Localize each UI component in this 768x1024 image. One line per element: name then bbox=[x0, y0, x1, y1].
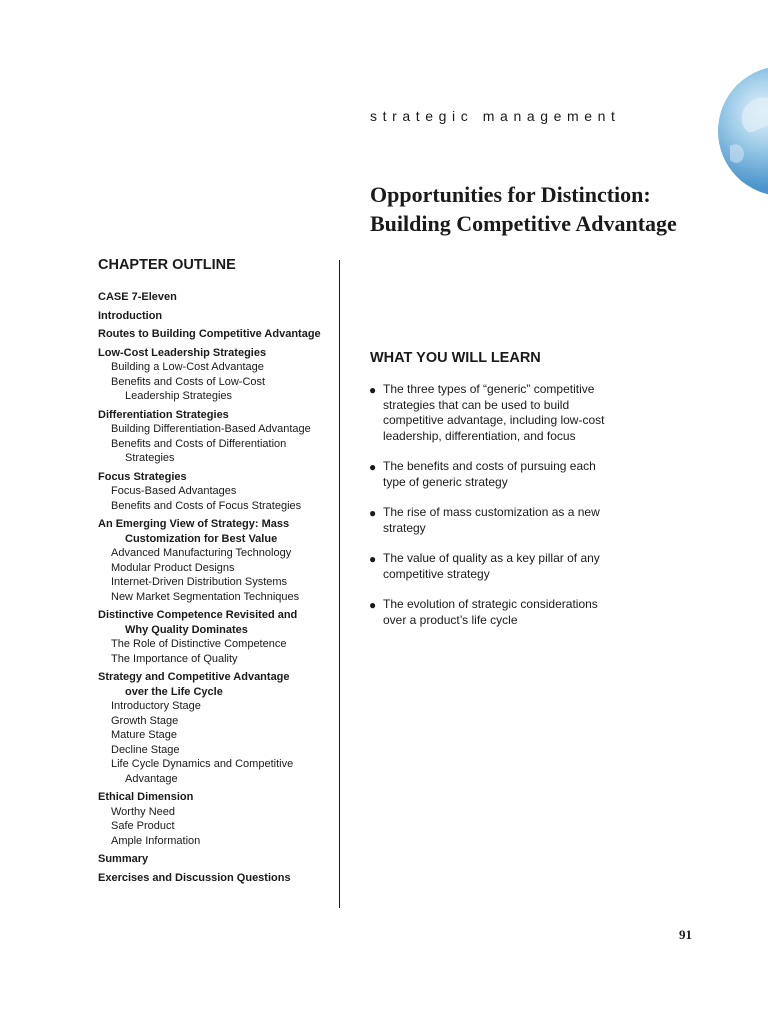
outline-item bbox=[98, 714, 334, 729]
outline-item-continuation: Customization for Best Value bbox=[125, 532, 278, 545]
outline-item-text: Building Differentiation-Based Advantage bbox=[111, 423, 311, 435]
outline-item bbox=[98, 422, 334, 437]
outline-item-text: Introduction bbox=[98, 309, 163, 322]
outline-item-text: Routes to Building Competitive Advantage bbox=[98, 328, 321, 340]
outline-item bbox=[98, 470, 334, 485]
outline-item bbox=[98, 699, 334, 714]
learning-objective-item bbox=[370, 551, 610, 582]
outline-item bbox=[98, 805, 334, 820]
outline-item-text: Building a Low-Cost Advantage bbox=[111, 361, 264, 373]
outline-item-text: Focus-Based Advantages bbox=[111, 485, 237, 497]
outline-item-text: An Emerging View of Strategy: Mass bbox=[98, 518, 290, 530]
outline-item bbox=[98, 309, 334, 324]
outline-item-continuation: Advantage bbox=[125, 772, 178, 785]
bullet-icon: ● bbox=[369, 552, 377, 566]
outline-item-text: Distinctive Competence Revisited and bbox=[98, 609, 298, 621]
bullet-icon: ● bbox=[369, 598, 377, 612]
outline-item-text: The Importance of Quality bbox=[111, 652, 238, 665]
chapter-outline-list bbox=[98, 290, 334, 885]
outline-item-text: Modular Product Designs bbox=[111, 561, 235, 574]
learning-objective-item bbox=[370, 382, 610, 444]
outline-item-text: Mature Stage bbox=[111, 729, 178, 741]
learning-objective-text: The value of quality as a key pillar of any competitive strategy bbox=[383, 551, 600, 581]
outline-item bbox=[98, 834, 334, 849]
outline-item-text: Exercises and Discussion Questions bbox=[98, 871, 291, 884]
series-label: strategic management bbox=[370, 108, 621, 124]
outline-item-text: New Market Segmentation Techniques bbox=[111, 590, 300, 603]
outline-item-text: Low-Cost Leadership Strategies bbox=[98, 346, 267, 359]
outline-item bbox=[98, 346, 334, 361]
outline-item bbox=[98, 437, 334, 466]
outline-item bbox=[98, 561, 334, 576]
outline-item bbox=[98, 743, 334, 758]
outline-item bbox=[98, 670, 334, 699]
learning-objectives-heading: WHAT YOU WILL LEARN bbox=[370, 350, 541, 366]
outline-item bbox=[98, 608, 334, 637]
bullet-icon: ● bbox=[369, 383, 377, 397]
outline-item bbox=[98, 871, 334, 886]
outline-item-text: Strategy and Competitive Advantage bbox=[98, 671, 290, 683]
chapter-title-line-2: Building Competitive Advantage bbox=[370, 211, 677, 236]
outline-item-text: Worthy Need bbox=[111, 805, 175, 818]
outline-item-text: Ample Information bbox=[111, 834, 201, 847]
outline-item-text: Introductory Stage bbox=[111, 700, 201, 712]
outline-item-text: Decline Stage bbox=[111, 743, 180, 756]
outline-item-text: Benefits and Costs of Focus Strategies bbox=[111, 499, 302, 512]
bullet-icon: ● bbox=[369, 506, 377, 520]
outline-item bbox=[98, 546, 334, 561]
outline-item-continuation: Leadership Strategies bbox=[125, 390, 233, 402]
outline-item bbox=[98, 517, 334, 546]
page-number: 91 bbox=[679, 927, 692, 942]
outline-item bbox=[98, 484, 334, 499]
learning-objective-item bbox=[370, 597, 610, 628]
learning-objective-item bbox=[370, 505, 610, 536]
outline-item bbox=[98, 757, 334, 786]
learning-objective-text: The rise of mass customization as a new strategy bbox=[383, 505, 600, 535]
outline-item bbox=[98, 375, 334, 404]
outline-item-text: Ethical Dimension bbox=[98, 791, 194, 803]
outline-item-text: Benefits and Costs of Low-Cost bbox=[111, 375, 266, 388]
outline-item-text: Focus Strategies bbox=[98, 470, 187, 483]
outline-item-text: Benefits and Costs of Differentiation bbox=[111, 437, 287, 450]
bullet-icon: ● bbox=[369, 460, 377, 474]
outline-item-text: Advanced Manufacturing Technology bbox=[111, 547, 292, 559]
outline-item bbox=[98, 327, 334, 342]
learning-objective-text: The three types of “generic” competitive strategies that can be used to build competitive advantage, including low-cost leadership, differentiation, and focus bbox=[383, 382, 605, 443]
outline-item bbox=[98, 499, 334, 514]
outline-item bbox=[98, 652, 334, 667]
learning-objectives-list bbox=[370, 382, 610, 643]
learning-objective-item bbox=[370, 459, 610, 490]
learning-objective-text: The benefits and costs of pursuing each type of generic strategy bbox=[383, 459, 596, 489]
outline-item bbox=[98, 819, 334, 834]
outline-item bbox=[98, 575, 334, 590]
outline-item-continuation: over the Life Cycle bbox=[125, 685, 223, 698]
outline-item-text: Safe Product bbox=[111, 820, 175, 832]
outline-item bbox=[98, 408, 334, 423]
outline-item bbox=[98, 360, 334, 375]
learning-objective-text: The evolution of strategic considerations over a product’s life cycle bbox=[383, 597, 598, 627]
outline-item-text: Life Cycle Dynamics and Competitive bbox=[111, 758, 294, 770]
globe-icon bbox=[718, 66, 768, 196]
outline-item bbox=[98, 290, 334, 305]
outline-item-text: Differentiation Strategies bbox=[98, 408, 229, 421]
outline-item bbox=[98, 790, 334, 805]
outline-item-continuation: Why Quality Dominates bbox=[125, 623, 248, 636]
chapter-outline-heading: CHAPTER OUTLINE bbox=[98, 257, 236, 273]
outline-item bbox=[98, 852, 334, 867]
outline-item-text: The Role of Distinctive Competence bbox=[111, 638, 287, 650]
outline-item bbox=[98, 728, 334, 743]
outline-item-text: Internet-Driven Distribution Systems bbox=[111, 576, 288, 588]
outline-item bbox=[98, 637, 334, 652]
outline-item-continuation: Strategies bbox=[125, 452, 175, 464]
outline-item-text: CASE 7-Eleven bbox=[98, 291, 177, 303]
column-divider bbox=[339, 260, 340, 908]
outline-item-text: Growth Stage bbox=[111, 714, 179, 727]
chapter-title bbox=[370, 180, 750, 238]
outline-item bbox=[98, 590, 334, 605]
outline-item-text: Summary bbox=[98, 853, 149, 865]
chapter-title-line-1: Opportunities for Distinction: bbox=[370, 182, 651, 207]
